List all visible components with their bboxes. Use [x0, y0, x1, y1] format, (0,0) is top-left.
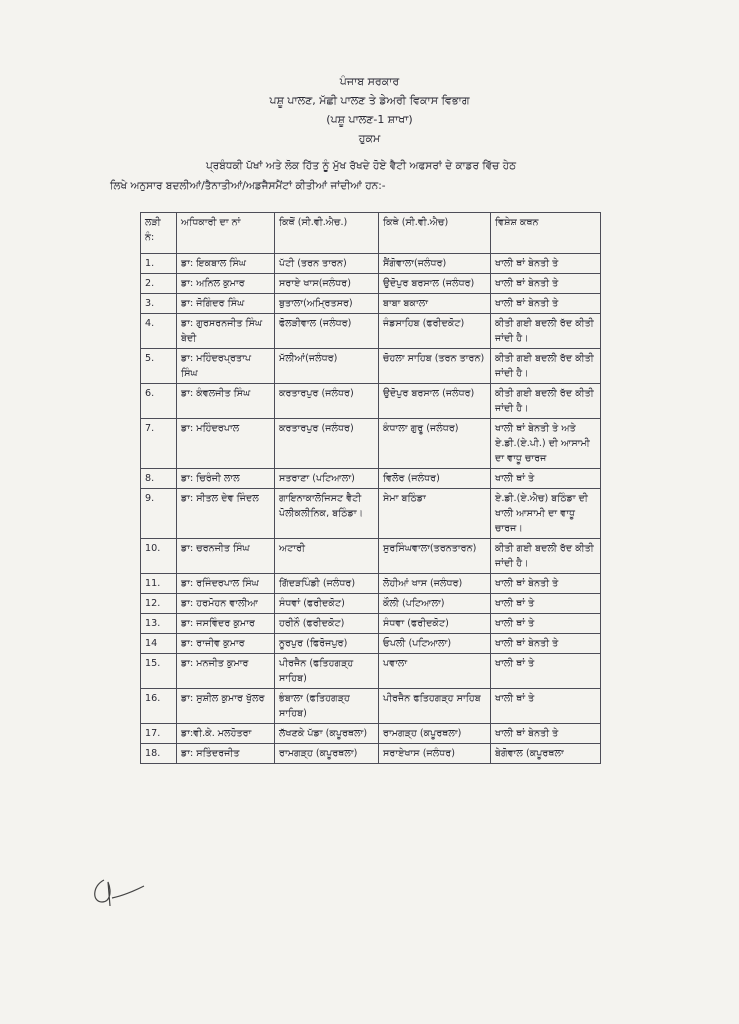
table-row — [141, 689, 601, 724]
cell-to: ਕੌਲੀ (ਪਟਿਆਲਾ) — [379, 594, 491, 614]
cell-serial: 14 — [141, 634, 177, 654]
cell-to: ਸੇਮਾ ਬਠਿੰਡਾ — [379, 489, 491, 539]
cell-to: ਪਵਾਲਾ — [379, 654, 491, 689]
cell-remarks: ਖਾਲੀ ਥਾਂ ਬੇਨਤੀ ਤੇ — [491, 574, 601, 594]
cell-remarks: ਕੀਤੀ ਗਈ ਬਦਲੀ ਰੱਦ ਕੀਤੀ ਜਾਂਦੀ ਹੈ। — [491, 384, 601, 419]
cell-serial: 9. — [141, 489, 177, 539]
intro-line-2: ਲਿਖੇ ਅਨੁਸਾਰ ਬਦਲੀਆਂ/ਤੈਨਾਤੀਆਂ/ਅਡਜੈਸਮੈਂਟਾਂ ਕੀਤੀਆਂ ਜਾਂਦੀਆਂ ਹਨ:- — [110, 180, 386, 192]
cell-serial: 6. — [141, 384, 177, 419]
cell-officer-name: ਡਾ: ਕੰਵਲਜੀਤ ਸਿੰਘ — [177, 384, 275, 419]
cell-serial: 8. — [141, 469, 177, 489]
cell-from: ਲੱਖਣਕੇ ਪੱਡਾ (ਕਪੂਰਥਲਾ) — [275, 724, 379, 744]
column-header-officer-name: ਅਧਿਕਾਰੀ ਦਾ ਨਾਂ — [177, 213, 275, 254]
table-row — [141, 314, 601, 349]
column-header-from: ਕਿਥੋਂ (ਸੀ.ਵੀ.ਐਚ.) — [275, 213, 379, 254]
cell-from: ਕਰਤਾਰਪੁਰ (ਜਲੰਧਰ) — [275, 384, 379, 419]
cell-serial: 15. — [141, 654, 177, 689]
column-header-to: ਕਿਥੇ (ਸੀ.ਵੀ.ਐਚ) — [379, 213, 491, 254]
cell-from: ਪੱਟੀ (ਤਰਨ ਤਾਰਨ) — [275, 254, 379, 274]
handwritten-mark — [86, 872, 146, 912]
table-row — [141, 594, 601, 614]
table-row — [141, 634, 601, 654]
cell-from: ਫੋਲੜੀਵਾਲ (ਜਲੰਧਰ) — [275, 314, 379, 349]
cell-remarks: ਖਾਲੀ ਥਾਂ ਬੇਨਤੀ ਤੇ — [491, 254, 601, 274]
cell-serial: 10. — [141, 539, 177, 574]
table-row — [141, 614, 601, 634]
table-row — [141, 294, 601, 314]
cell-to: ਰਾਮਗੜ੍ਹ (ਕਪੂਰਥਲਾ) — [379, 724, 491, 744]
cell-from: ਹਰੀਨੌ (ਫਰੀਦਕੋਟ) — [275, 614, 379, 634]
cell-officer-name: ਡਾ: ਸਤਿੰਦਰਜੀਤ — [177, 744, 275, 764]
table-row — [141, 744, 601, 764]
cell-remarks: ਖਾਲੀ ਥਾਂ ਤੇ — [491, 469, 601, 489]
cell-serial: 4. — [141, 314, 177, 349]
intro-line-1: ਪ੍ਰਬੰਧਕੀ ਪੱਖਾਂ ਅਤੇ ਲੋਕ ਹਿੱਤ ਨੂੰ ਮੁੱਖ ਰੱਖਦੇ ਹੋਏ ਵੈਟੀ ਅਫਸਰਾਂ ਦੇ ਕਾਡਰ ਵਿੱਚ ਹੇਠ — [206, 160, 517, 172]
cell-to: ਕੰਧਾਲਾ ਗੁਰੂ (ਜਲੰਧਰ) — [379, 419, 491, 469]
cell-officer-name: ਡਾ: ਇਕਬਾਲ ਸਿੰਘ — [177, 254, 275, 274]
column-header-remarks: ਵਿਸ਼ੇਸ਼ ਕਥਨ — [491, 213, 601, 254]
cell-remarks: ਏ.ਡੀ.(ਏ.ਐਚ) ਬਠਿੰਡਾ ਦੀ ਖਾਲੀ ਆਸਾਮੀ ਦਾ ਵਾਧੂ ਚਾਰਜ। — [491, 489, 601, 539]
cell-officer-name: ਡਾ: ਚਰਨਜੀਤ ਸਿੰਘ — [177, 539, 275, 574]
cell-serial: 7. — [141, 419, 177, 469]
cell-to: ਚੋਹਲਾ ਸਾਹਿਬ (ਤਰਨ ਤਾਰਨ) — [379, 349, 491, 384]
order-title: ਹੁਕਮ — [358, 132, 381, 145]
government-name: ਪੰਜਾਬ ਸਰਕਾਰ — [339, 75, 400, 88]
branch-name: (ਪਸ਼ੂ ਪਾਲਣ-1 ਸ਼ਾਖਾ) — [326, 113, 413, 126]
cell-to: ਜੰਡਸਾਹਿਬ (ਫਰੀਦਕੋਟ) — [379, 314, 491, 349]
cell-from: ਭੰਬਾਲਾ (ਫਤਿਹਗੜ੍ਹ ਸਾਹਿਬ) — [275, 689, 379, 724]
cell-serial: 17. — [141, 724, 177, 744]
cell-from: ਬੁਤਾਲਾ(ਅਮ੍ਰਿਤਸਰ) — [275, 294, 379, 314]
cell-officer-name: ਡਾ: ਮਹਿੰਦਰਪ੍ਰਤਾਪ ਸਿੰਘ — [177, 349, 275, 384]
cell-serial: 16. — [141, 689, 177, 724]
cell-from: ਗਿੱਦੜਪਿੰਡੀ (ਜਲੰਧਰ) — [275, 574, 379, 594]
cell-to: ਪੀਰਜੈਨ ਫਤਿਹਗੜ੍ਹ ਸਾਹਿਬ — [379, 689, 491, 724]
table-row — [141, 654, 601, 689]
cell-remarks: ਬੇਗੋਵਾਲ (ਕਪੂਰਥਲਾ — [491, 744, 601, 764]
cell-remarks: ਖਾਲੀ ਥਾਂ ਤੇ — [491, 654, 601, 689]
cell-officer-name: ਡਾ: ਸੁਸ਼ੀਲ ਕੁਮਾਰ ਖੁੱਲਰ — [177, 689, 275, 724]
cell-officer-name: ਡਾ: ਸੀਤਲ ਦੇਵ ਜਿੰਦਲ — [177, 489, 275, 539]
cell-from: ਕਰਤਾਰਪੁਰ (ਜਲੰਧਰ) — [275, 419, 379, 469]
cell-officer-name: ਡਾ:ਵੀ.ਕੇ. ਮਲਹੋਤਰਾ — [177, 724, 275, 744]
cell-remarks: ਖਾਲੀ ਥਾਂ ਤੇ — [491, 689, 601, 724]
cell-officer-name: ਡਾ: ਗੁਰਸਰਨਜੀਤ ਸਿੰਘ ਬੇਦੀ — [177, 314, 275, 349]
cell-officer-name: ਡਾ: ਮਹਿੰਦਰਪਾਲ — [177, 419, 275, 469]
cell-remarks: ਕੀਤੀ ਗਈ ਬਦਲੀ ਰੱਦ ਕੀਤੀ ਜਾਂਦੀ ਹੈ। — [491, 314, 601, 349]
cell-serial: 1. — [141, 254, 177, 274]
intro-paragraph — [110, 156, 610, 196]
table-row — [141, 274, 601, 294]
table-row — [141, 574, 601, 594]
cell-from: ਗਾਇਨਾਕਾਲੋਜਿਸਟ ਵੈਟੀ ਪੋਲੀਕਲੀਨਿਕ, ਬਠਿੰਡਾ। — [275, 489, 379, 539]
table-row — [141, 384, 601, 419]
cell-to: ਉਦੋਪੁਰ ਬਰਸਾਲ (ਜਲੰਧਰ) — [379, 384, 491, 419]
cell-to: ਸੰਧਵਾ (ਫਰੀਦਕੋਟ) — [379, 614, 491, 634]
cell-serial: 2. — [141, 274, 177, 294]
cell-remarks: ਕੀਤੀ ਗਈ ਬਦਲੀ ਰੱਦ ਕੀਤੀ ਜਾਂਦੀ ਹੈ। — [491, 539, 601, 574]
cell-officer-name: ਡਾ: ਰਜਿੰਦਰਪਾਲ ਸਿੰਘ — [177, 574, 275, 594]
cell-from: ਸਤਰਾਣਾ (ਪਟਿਆਲਾ) — [275, 469, 379, 489]
table-row — [141, 349, 601, 384]
cell-officer-name: ਡਾ: ਜਸਵਿੰਦਰ ਕੁਮਾਰ — [177, 614, 275, 634]
table-header-row — [141, 213, 601, 254]
cell-officer-name: ਡਾ: ਮਨਜੀਤ ਕੁਮਾਰ — [177, 654, 275, 689]
cell-to: ਸੈਂਗੋਵਾਲਾ(ਜਲੰਧਰ) — [379, 254, 491, 274]
cell-to: ਓਪਲੀ (ਪਟਿਆਲਾ) — [379, 634, 491, 654]
cell-remarks: ਕੀਤੀ ਗਈ ਬਦਲੀ ਰੱਦ ਕੀਤੀ ਜਾਂਦੀ ਹੈ। — [491, 349, 601, 384]
cell-from: ਅਟਾਰੀ — [275, 539, 379, 574]
cell-remarks: ਖਾਲੀ ਥਾਂ ਬੇਨਤੀ ਤੇ ਅਤੇ ਏ.ਡੀ.(ਏ.ਪੀ.) ਦੀ ਆਸਾਮੀ ਦਾ ਵਾਧੂ ਚਾਰਜ — [491, 419, 601, 469]
cell-remarks: ਖਾਲੀ ਥਾਂ ਬੇਨਤੀ ਤੇ — [491, 634, 601, 654]
cell-remarks: ਖਾਲੀ ਥਾਂ ਤੇ — [491, 614, 601, 634]
cell-serial: 18. — [141, 744, 177, 764]
table-row — [141, 254, 601, 274]
cell-from: ਨੂਰਪੁਰ (ਫਿਰੋਜਪੁਰ) — [275, 634, 379, 654]
table-body — [141, 254, 601, 764]
cell-remarks: ਖਾਲੀ ਥਾਂ ਤੇ — [491, 594, 601, 614]
cell-to: ਸੁਰਸਿੰਘਵਾਲਾ(ਤਰਨਤਾਰਨ) — [379, 539, 491, 574]
cell-officer-name: ਡਾ: ਰਾਜੀਵ ਕੁਮਾਰ — [177, 634, 275, 654]
cell-to: ਵਿਲੋਰ (ਜਲੰਧਰ) — [379, 469, 491, 489]
transfer-orders-table — [140, 212, 601, 764]
cell-serial: 13. — [141, 614, 177, 634]
cell-remarks: ਖਾਲੀ ਥਾਂ ਬੇਨਤੀ ਤੇ — [491, 274, 601, 294]
cell-officer-name: ਡਾ: ਚਿਰੰਜੀ ਲਾਲ — [177, 469, 275, 489]
table-row — [141, 469, 601, 489]
table-row — [141, 489, 601, 539]
cell-from: ਸਰਾਏ ਖਾਸ(ਜਲੰਧਰ) — [275, 274, 379, 294]
cell-officer-name: ਡਾ: ਅਨਿਲ ਕੁਮਾਰ — [177, 274, 275, 294]
cell-from: ਸੰਧਵਾਂ (ਫਰੀਦਕੋਟ) — [275, 594, 379, 614]
cell-serial: 3. — [141, 294, 177, 314]
cell-officer-name: ਡਾ: ਜੋਗਿੰਦਰ ਸਿੰਘ — [177, 294, 275, 314]
cell-from: ਮੱਲੀਆਂ(ਜਲੰਧਰ) — [275, 349, 379, 384]
cell-to: ਉਦੋਪੁਰ ਬਰਸਾਲ (ਜਲੰਧਰ) — [379, 274, 491, 294]
cell-serial: 5. — [141, 349, 177, 384]
cell-from: ਰਾਮਗੜ੍ਹ (ਕਪੂਰਥਲਾ) — [275, 744, 379, 764]
cell-from: ਪੀਰਜੈਨ (ਫਤਿਹਗੜ੍ਹ ਸਾਹਿਬ) — [275, 654, 379, 689]
cell-remarks: ਖਾਲੀ ਥਾਂ ਬੇਨਤੀ ਤੇ — [491, 294, 601, 314]
cell-remarks: ਖਾਲੀ ਥਾਂ ਬੇਨਤੀ ਤੇ — [491, 724, 601, 744]
column-header-serial: ਲੜੀ ਨੰ: — [141, 213, 177, 254]
table-row — [141, 539, 601, 574]
cell-to: ਲੋਹੀਆਂ ਖਾਸ (ਜਲੰਧਰ) — [379, 574, 491, 594]
cell-officer-name: ਡਾ: ਹਰਮੋਹਨ ਵਾਲੀਆ — [177, 594, 275, 614]
department-name: ਪਸ਼ੂ ਪਾਲਣ, ਮੱਛੀ ਪਾਲਣ ਤੇ ਡੇਅਰੀ ਵਿਕਾਸ ਵਿਭਾਗ — [269, 94, 470, 107]
cell-to: ਬਾਬਾ ਬਕਾਲਾ — [379, 294, 491, 314]
document-header — [0, 72, 739, 148]
cell-serial: 11. — [141, 574, 177, 594]
cell-serial: 12. — [141, 594, 177, 614]
table-row — [141, 724, 601, 744]
cell-to: ਸਰਾਏਖਾਸ (ਜਲੰਧਰ) — [379, 744, 491, 764]
table-row — [141, 419, 601, 469]
